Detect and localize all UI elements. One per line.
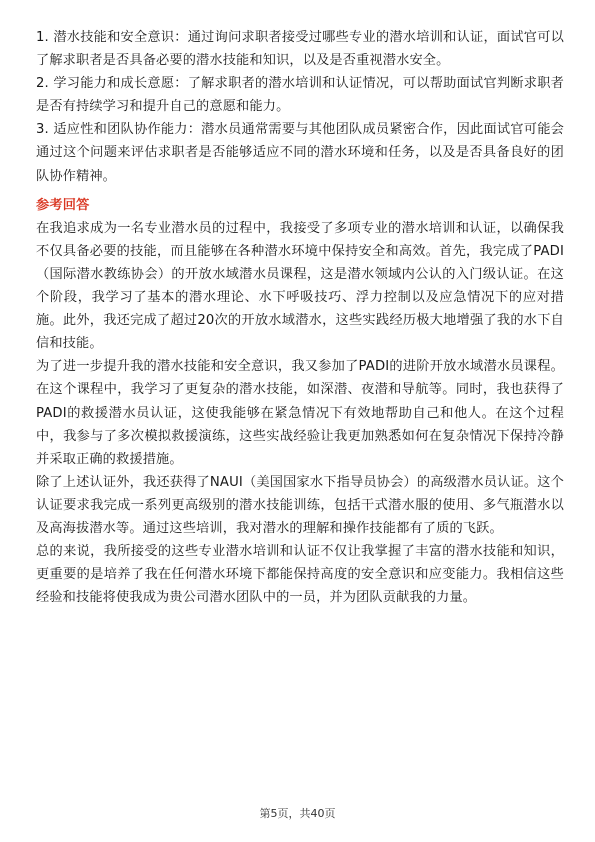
answer-paragraph-4: 总的来说，我所接受的这些专业潜水培训和认证不仅让我掌握了丰富的潜水技能和知识，更重要的是培养了我在任何潜水环境下都能保持高度的安全意识和应变能力。我相信这些经验和技能将使我成为贵公司潜水团队中的一员，并为团队贡献我的力量。: [36, 544, 564, 606]
question-point-1: 1. 潜水技能和安全意识：通过询问求职者接受过哪些专业的潜水培训和认证，面试官可以了解求职者是否具备必要的潜水技能和知识，以及是否重视潜水安全。: [36, 30, 564, 69]
question-point-2: 2. 学习能力和成长意愿：了解求职者的潜水培训和认证情况，可以帮助面试官判断求职者是否有持续学习和提升自己的意愿和能力。: [36, 76, 564, 115]
question-point-3: 3. 适应性和团队协作能力：潜水员通常需要与其他团队成员紧密合作，因此面试官可能会通过这个问题来评估求职者是否能够适应不同的潜水环境和任务，以及是否具备良好的团队协作精神。: [36, 122, 564, 184]
page-number-footer: 第5页，共40页: [259, 807, 336, 820]
answer-paragraph-2: 为了进一步提升我的潜水技能和安全意识，我又参加了PADI的进阶开放水域潜水员课程。在这个课程中，我学习了更复杂的潜水技能，如深潜、夜潜和导航等。同时，我也获得了PADI的救援潜水员认证，这使我能够在紧急情况下有效地帮助自己和他人。在这个过程中，我参与了多次模拟救援演练，这些实战经验让我更加熟悉如何在复杂情况下保持冷静并采取正确的救援措施。: [36, 359, 564, 467]
answer-paragraph-3: 除了上述认证外，我还获得了NAUI（美国国家水下指导员协会）的高级潜水员认证。这个认证要求我完成一系列更高级别的潜水技能训练，包括干式潜水服的使用、多气瓶潜水以及高海拔潜水等。通过这些培训，我对潜水的理解和操作技能都有了质的飞跃。: [36, 474, 564, 536]
document-page: [36, 26, 564, 609]
answer-heading: 参考回答: [36, 197, 90, 213]
answer-paragraph-1: 在我追求成为一名专业潜水员的过程中，我接受了多项专业的潜水培训和认证，以确保我不仅具备必要的技能，而且能够在各种潜水环境中保持安全和高效。首先，我完成了PADI（国际潜水教练协会）的开放水域潜水员课程，这是潜水领域内公认的入门级认证。在这个阶段，我学习了基本的潜水理论、水下呼吸技巧、浮力控制以及应急情况下的应对措施。此外，我还完成了超过20次的开放水域潜水，这些实践经历极大地增强了我的水下自信和技能。: [36, 220, 564, 352]
